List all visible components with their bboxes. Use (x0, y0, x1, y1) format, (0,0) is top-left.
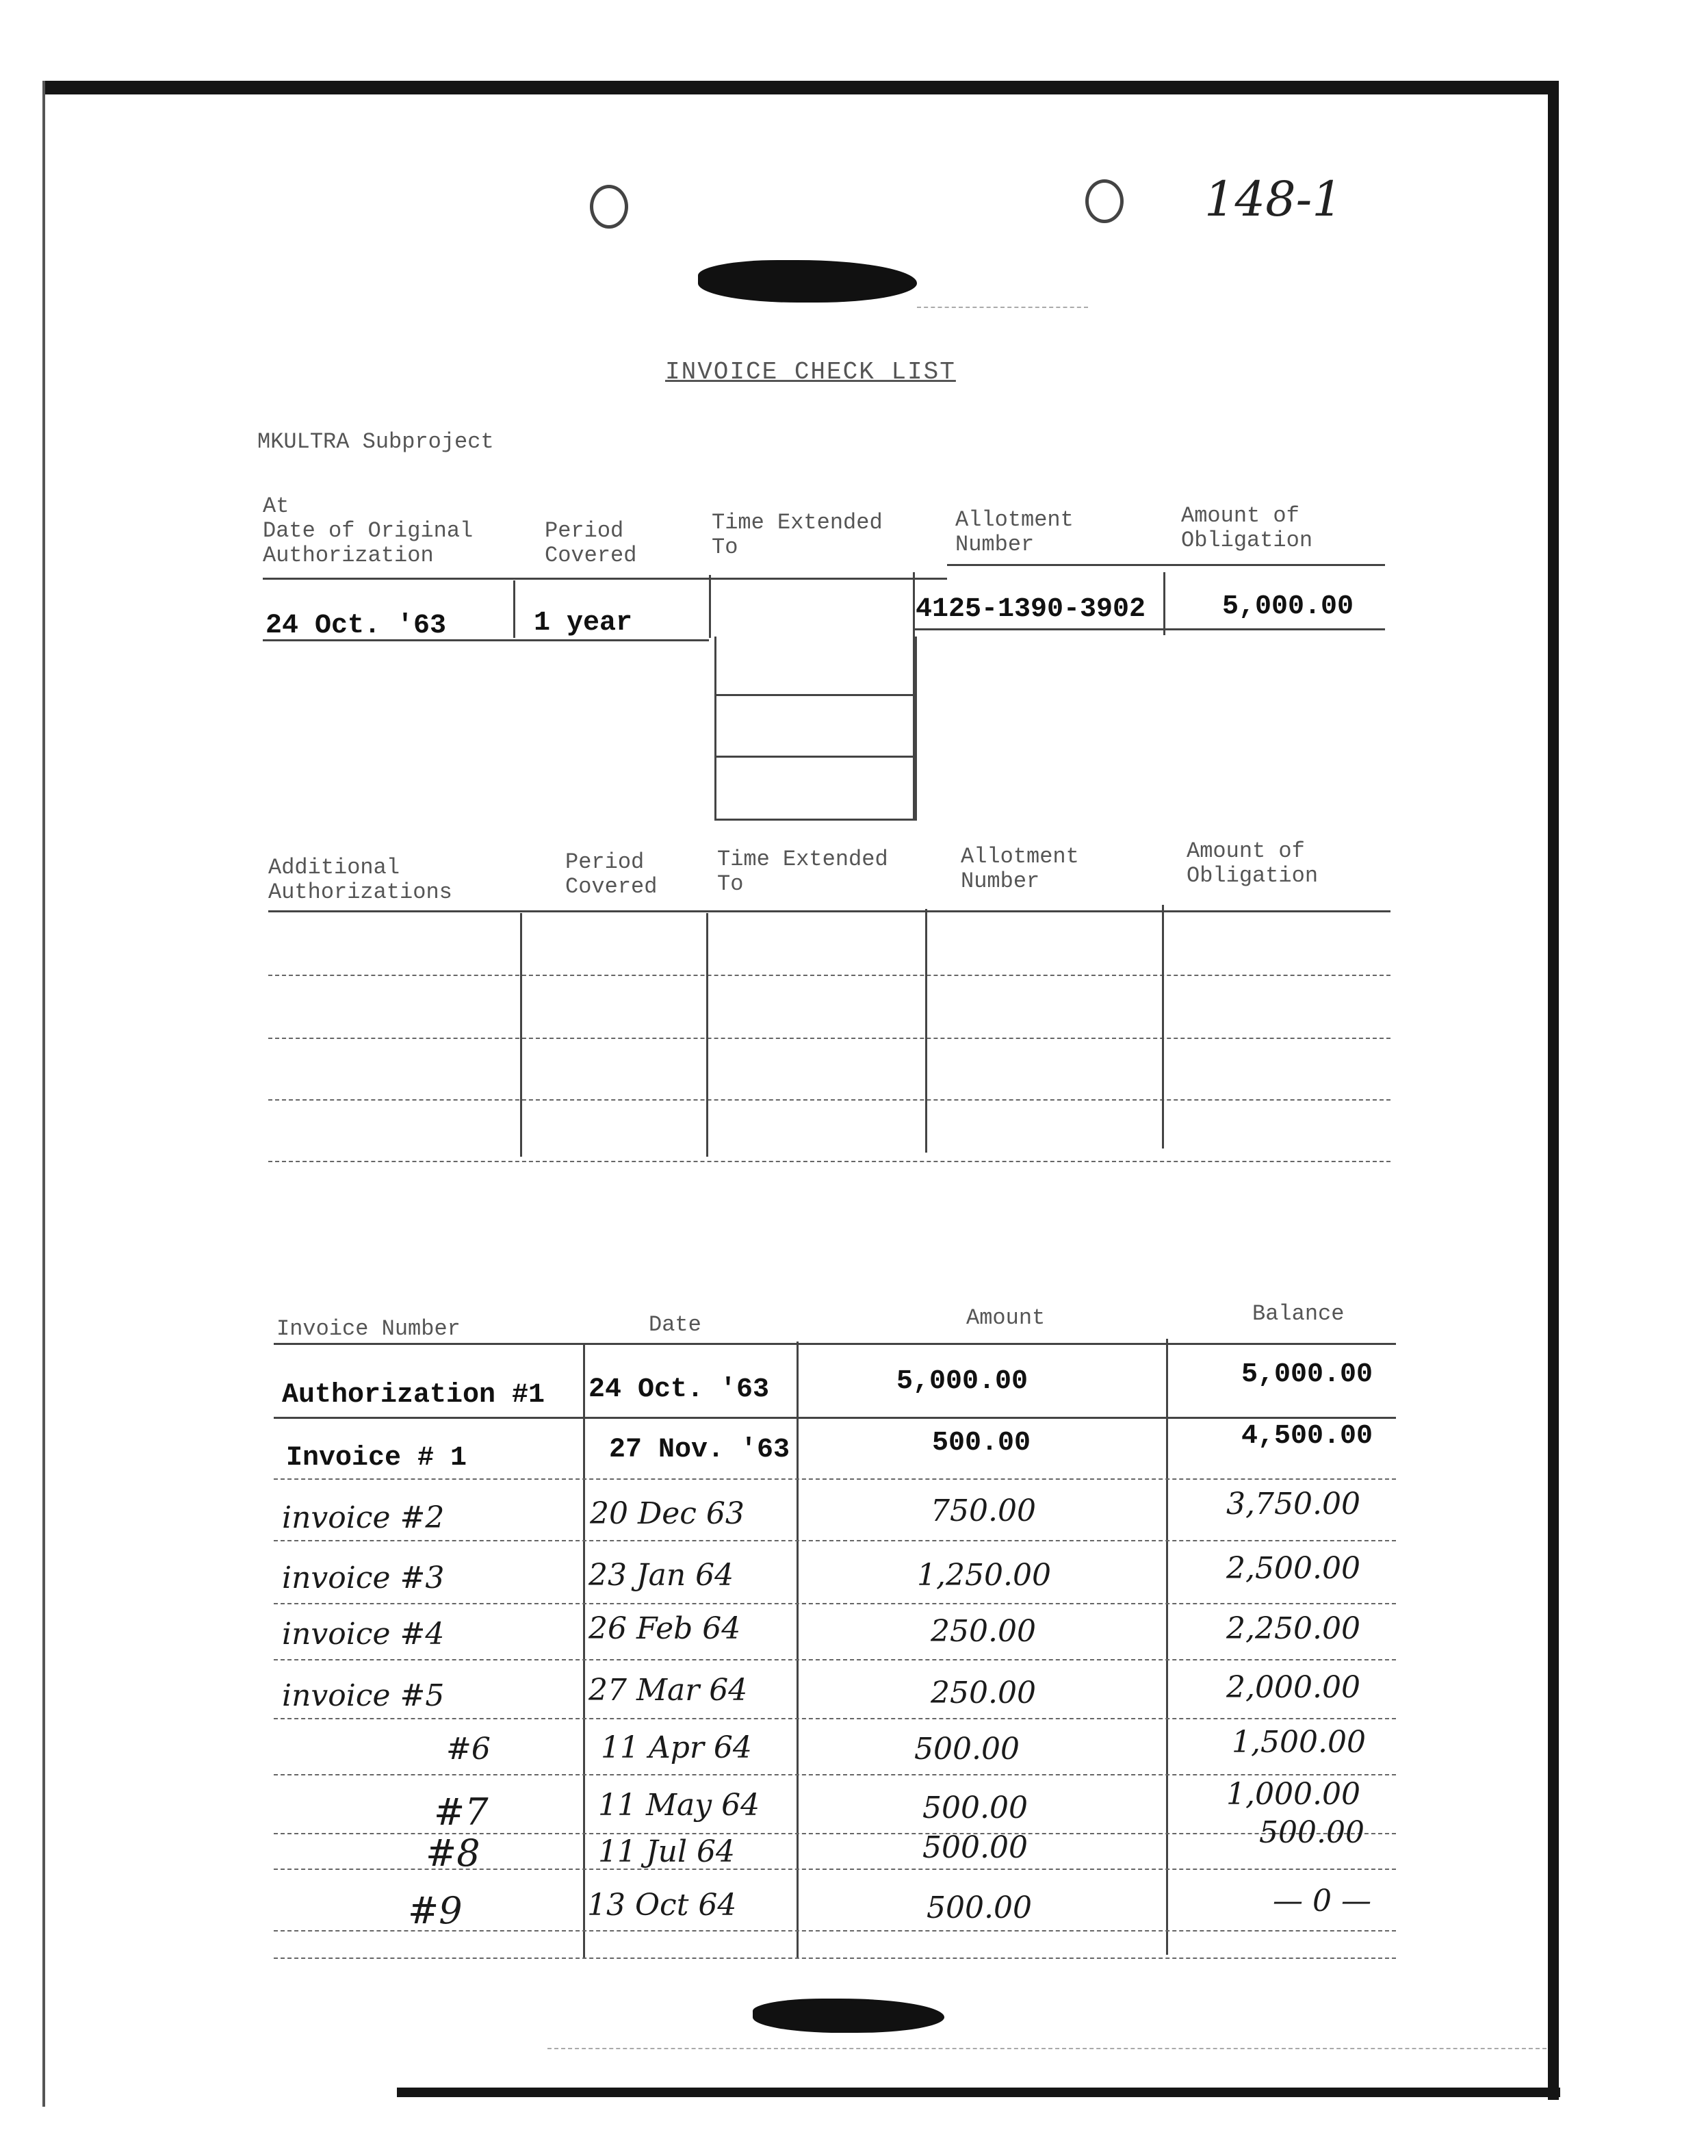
invoice-date: 11 May 64 (598, 1788, 760, 1823)
redaction-bottom-rule (547, 2048, 1547, 2049)
time-extended-line-1 (714, 694, 913, 696)
invoice-date: 23 Jan 64 (588, 1558, 734, 1593)
scan-edge-right (1548, 81, 1559, 2100)
orig-col-divider-4 (1163, 572, 1165, 635)
invoice-number: invoice #5 (282, 1678, 445, 1713)
subproject-label: MKULTRA Subproject (257, 429, 494, 454)
invoice-amount: 500.00 (922, 1830, 1028, 1865)
orig-authorization-date: 24 Oct. '63 (266, 611, 447, 641)
invoice-date: 11 Apr 64 (601, 1730, 752, 1765)
invoice-header-underline (274, 1343, 1396, 1345)
orig-header-underline (263, 578, 947, 580)
orig-header-period: Period Covered (545, 518, 637, 568)
redaction-top-rule (917, 307, 1088, 308)
invoice-date: 11 Jul 64 (598, 1834, 735, 1869)
invoice-amount: 750.00 (931, 1493, 1036, 1528)
invoice-row-line (274, 1540, 1396, 1541)
invoice-header-amount: Amount (966, 1305, 1046, 1331)
invoice-table-bottom-line (274, 1958, 1396, 1959)
invoice-number: Invoice # 1 (286, 1443, 467, 1474)
orig-header-allotment: Allotment Number (955, 507, 1074, 557)
orig-period: 1 year (534, 608, 633, 639)
invoice-number: invoice #3 (282, 1561, 445, 1595)
invoice-amount: 500.00 (922, 1791, 1028, 1825)
page-number-note: 148-1 (1204, 171, 1343, 227)
invoice-amount: 5,000.00 (896, 1366, 1028, 1397)
invoice-row-line (274, 1478, 1396, 1480)
invoice-row-line (274, 1659, 1396, 1660)
invoice-number: #7 (434, 1791, 489, 1834)
invoice-row-line (274, 1869, 1396, 1870)
add-col-divider-2 (706, 913, 708, 1157)
invoice-balance: 2,250.00 (1226, 1611, 1360, 1646)
invoice-row-line (274, 1603, 1396, 1604)
orig-col-divider-2 (709, 575, 711, 638)
add-header-authorization: Additional Authorizations (268, 855, 452, 905)
add-row-line-2 (268, 1038, 1390, 1039)
invoice-amount: 250.00 (931, 1614, 1036, 1649)
invoice-number: #9 (408, 1889, 463, 1932)
punch-hole-left (590, 185, 628, 229)
orig-row-underline-right (913, 628, 1385, 630)
invoice-amount: 500.00 (914, 1732, 1020, 1767)
invoice-row-line (274, 1930, 1396, 1932)
invoice-header-balance: Balance (1252, 1301, 1345, 1326)
invoice-balance: 4,500.00 (1241, 1421, 1373, 1452)
invoice-header-date: Date (649, 1312, 701, 1337)
time-extended-line-2 (714, 756, 913, 758)
punch-hole-right (1085, 179, 1124, 223)
orig-header-underline-right (947, 564, 1385, 566)
invoice-date: 27 Nov. '63 (609, 1435, 790, 1465)
invoice-number: invoice #2 (282, 1500, 445, 1535)
invoice-date: 27 Mar 64 (588, 1673, 748, 1708)
add-header-allotment: Allotment Number (961, 844, 1079, 894)
invoice-row-line (274, 1417, 1396, 1419)
invoice-balance: 3,750.00 (1226, 1487, 1360, 1522)
invoice-row-line (274, 1718, 1396, 1719)
invoice-header-number: Invoice Number (276, 1316, 461, 1342)
add-row-line-3 (268, 1099, 1390, 1101)
invoice-col-divider-3 (1166, 1339, 1168, 1955)
invoice-date: 26 Feb 64 (588, 1611, 741, 1646)
invoice-amount: 500.00 (932, 1428, 1031, 1459)
scan-edge-bottom (397, 2088, 1560, 2097)
add-col-divider-3 (925, 909, 927, 1153)
invoice-balance: 1,000.00 (1226, 1777, 1360, 1812)
add-header-underline (268, 910, 1390, 912)
invoice-col-divider-1 (583, 1343, 585, 1959)
redaction-top (698, 260, 917, 303)
add-header-amount: Amount of Obligation (1187, 838, 1319, 888)
invoice-date: 24 Oct. '63 (588, 1374, 770, 1405)
invoice-balance: 5,000.00 (1241, 1359, 1373, 1390)
invoice-number: #6 (446, 1732, 491, 1767)
invoice-balance: 2,500.00 (1226, 1551, 1360, 1586)
invoice-amount: 500.00 (927, 1890, 1032, 1925)
invoice-number: #8 (426, 1832, 480, 1875)
invoice-number: invoice #4 (282, 1617, 445, 1652)
invoice-amount: 250.00 (931, 1676, 1036, 1710)
invoice-number: Authorization #1 (282, 1380, 545, 1411)
invoice-balance: 2,000.00 (1226, 1670, 1360, 1705)
add-row-line-4 (268, 1161, 1390, 1162)
orig-amount: 5,000.00 (1222, 591, 1354, 622)
add-header-time-extended: Time Extended To (717, 847, 888, 897)
invoice-balance: 500.00 (1259, 1815, 1364, 1850)
invoice-col-divider-2 (797, 1342, 799, 1958)
orig-header-authorization: At Date of Original Authorization (263, 493, 474, 568)
add-row-line-1 (268, 975, 1390, 976)
page-title: INVOICE CHECK LIST (665, 358, 956, 386)
add-header-period: Period Covered (565, 849, 658, 899)
add-col-divider-4 (1162, 905, 1164, 1148)
orig-allotment-number: 4125-1390-3902 (916, 594, 1146, 625)
orig-row-underline-left (263, 639, 709, 641)
scan-edge-top (42, 81, 1559, 94)
invoice-amount: 1,250.00 (917, 1558, 1051, 1593)
orig-header-time-extended: Time Extended To (712, 510, 883, 560)
add-col-divider-1 (520, 913, 522, 1157)
redaction-bottom (753, 1999, 944, 2033)
invoice-row-line (274, 1774, 1396, 1775)
invoice-balance: 1,500.00 (1232, 1725, 1366, 1760)
invoice-date: 20 Dec 63 (590, 1496, 745, 1531)
scan-edge-left (42, 81, 45, 2107)
orig-header-amount: Amount of Obligation (1181, 503, 1313, 553)
time-extended-box (714, 637, 917, 821)
orig-col-divider-1 (513, 580, 515, 638)
invoice-balance: — 0 — (1273, 1884, 1371, 1918)
invoice-date: 13 Oct 64 (587, 1888, 737, 1923)
